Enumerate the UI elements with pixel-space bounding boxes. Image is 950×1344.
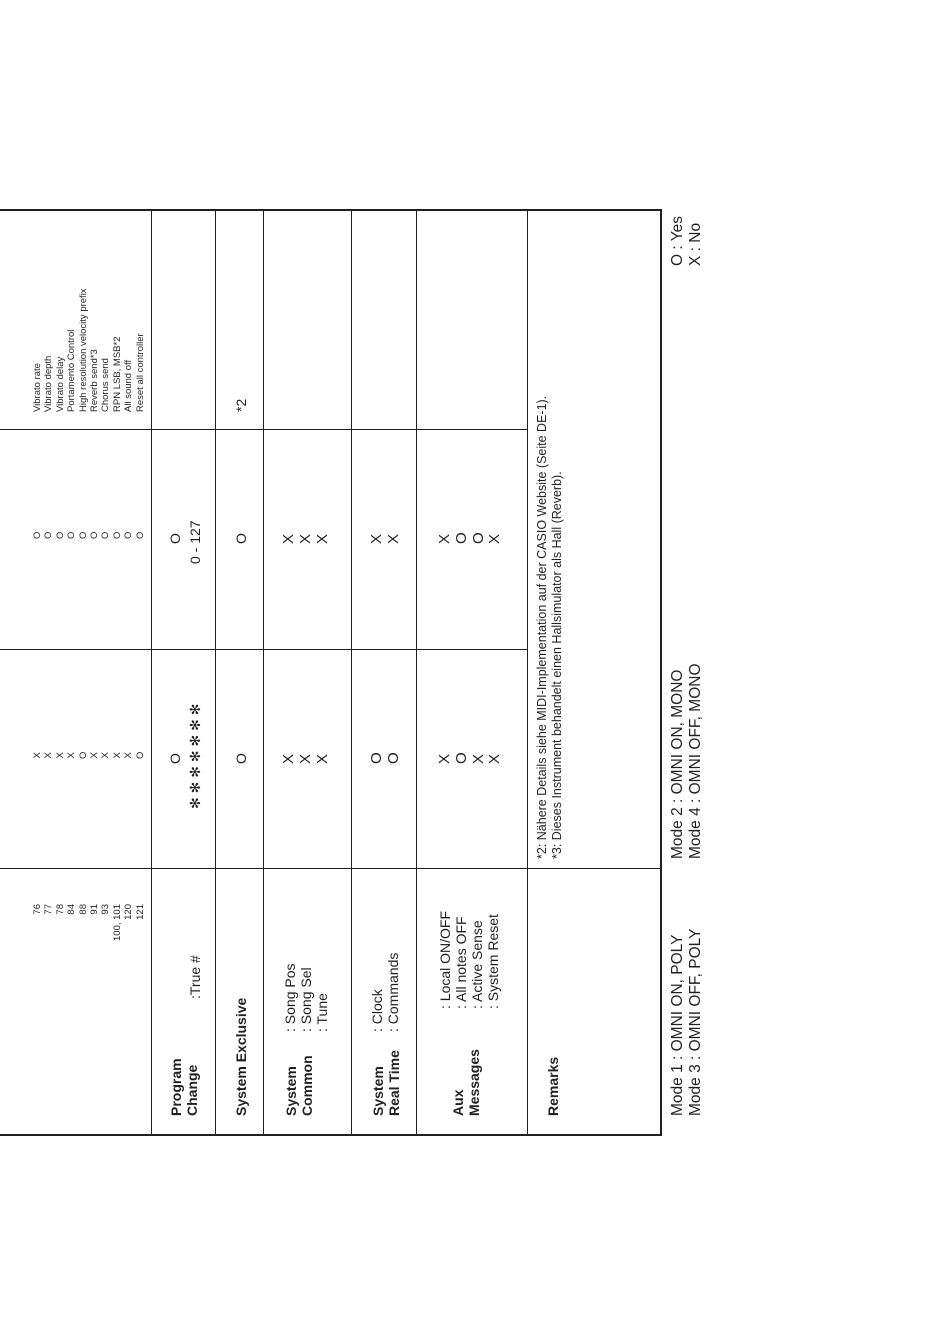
- yes-no-legend: O : Yes X : No: [669, 216, 704, 266]
- row-divider: [416, 209, 417, 1136]
- system-exclusive-remarks: *2: [233, 398, 249, 412]
- system-realtime-transmitted: O O: [368, 752, 402, 764]
- system-common-label: System Common: [283, 1055, 316, 1116]
- system-realtime-label: System Real Time: [370, 1050, 403, 1116]
- remarks-label: Remarks: [545, 1056, 561, 1116]
- aux-messages-transmitted: X O X X: [436, 752, 504, 764]
- aux-messages-label: Aux Messages: [450, 1049, 483, 1116]
- controller-recognized: O O O O O O O O O O: [32, 531, 146, 539]
- aux-messages-items: : Local ON/OFF : All notes OFF : Active Sense : System Reset: [437, 910, 502, 1009]
- remarks-footnotes: *2: Nähere Details siehe MIDI-Implementation auf der CASIO Website (Seite DE-1). *3: Dieses Instrument behandelt einen Hallsimulator als Hall (Reverb).: [535, 395, 564, 859]
- system-realtime-items: : Clock : Commands: [369, 952, 402, 1032]
- program-change-transmitted-range: ✻ ✻ ✻ ✻ ✻ ✻ ✻: [187, 703, 203, 809]
- system-exclusive-label: System Exclusive: [233, 997, 249, 1116]
- system-exclusive-recognized: O: [233, 533, 249, 544]
- aux-messages-recognized: X O O X: [436, 532, 504, 544]
- modes-1-3: Mode 1 : OMNI ON, POLY Mode 3 : OMNI OFF, POLY: [669, 928, 704, 1116]
- program-change-recognized-range: 0 - 127: [187, 520, 203, 564]
- system-realtime-recognized: X X: [368, 533, 402, 544]
- program-change-label: Program Change: [168, 1058, 201, 1116]
- system-common-transmitted: X X X: [280, 753, 331, 764]
- system-common-recognized: X X X: [280, 533, 331, 544]
- column-divider: [0, 429, 528, 430]
- row-divider: [527, 209, 528, 1136]
- system-common-items: : Song Pos : Song Sel : Tune: [282, 963, 331, 1032]
- column-divider: [0, 868, 662, 869]
- controller-remarks: Vibrato rate Vibrato depth Vibrato delay Portamento Control High resolution velocity prefix Reverb send*3 Chorus send RPN LSB, MSB*2 All sound off Reset all controller: [32, 288, 146, 412]
- row-divider: [263, 209, 264, 1136]
- column-divider: [0, 649, 528, 650]
- row-divider: [215, 209, 216, 1136]
- modes-2-4: Mode 2 : OMNI ON, MONO Mode 4 : OMNI OFF, MONO: [669, 663, 704, 859]
- program-change-true-number: :True #: [187, 955, 203, 999]
- row-divider: [351, 209, 352, 1136]
- controller-transmitted: X X X X O X X X X O: [32, 751, 146, 759]
- system-exclusive-transmitted: O: [233, 753, 249, 764]
- program-change-transmitted: O: [167, 753, 183, 764]
- program-change-recognized: O: [167, 533, 183, 544]
- controller-numbers: 76 77 78 84 88 91 93 100, 101 120 121: [32, 904, 146, 941]
- row-divider: [151, 209, 152, 1136]
